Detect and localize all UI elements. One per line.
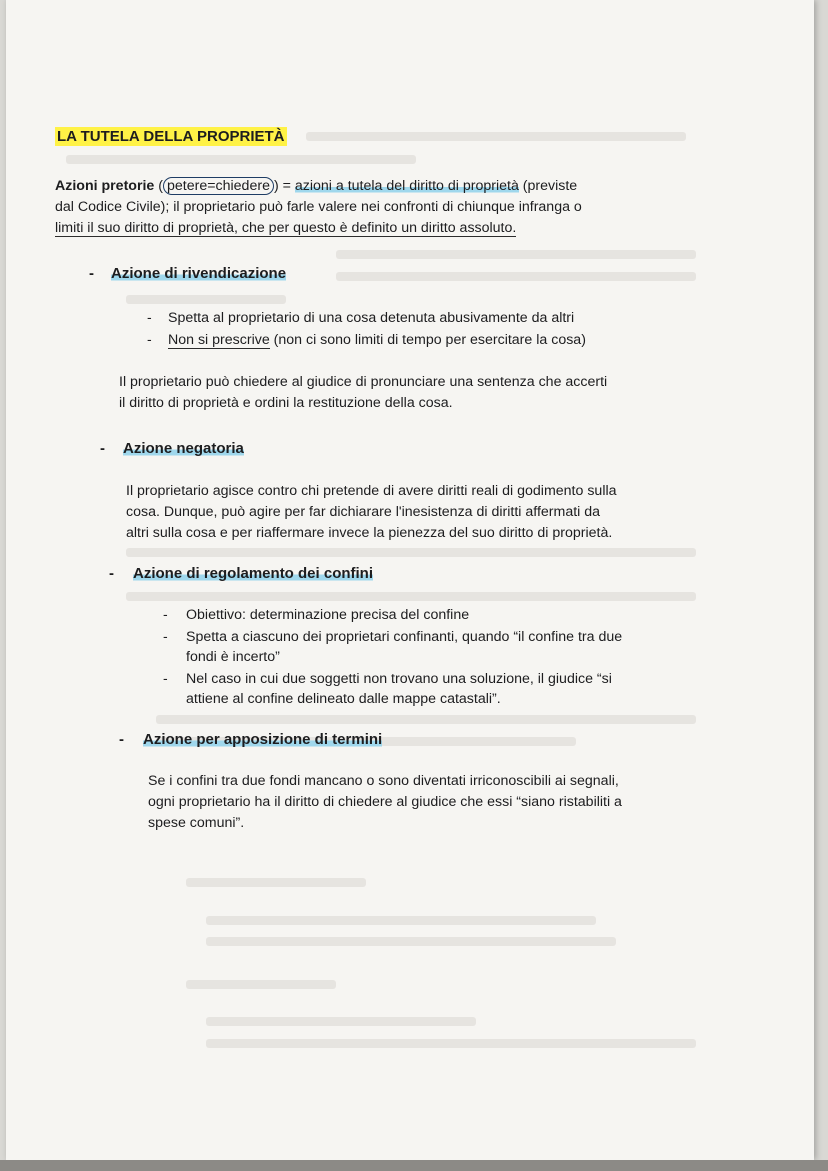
termini-line-1: Se i confini tra due fondi mancano o sono diventati irriconoscibili ai segnali, bbox=[148, 773, 619, 789]
sub-dash: - bbox=[163, 606, 168, 622]
heading-confini bbox=[133, 565, 373, 582]
sub-dash: - bbox=[163, 670, 168, 686]
non-si-prescrive: Non si prescrive bbox=[168, 332, 270, 348]
definition-highlight: azioni a tutela del diritto di proprietà bbox=[294, 178, 519, 194]
termini-line-2: ogni proprietario ha il diritto di chiedere al giudice che essi “siano ristabiliti a bbox=[148, 794, 622, 810]
etym-petere: petere bbox=[167, 178, 208, 194]
confini-bullet-3-line-2: attiene al confine delineato dalle mappe catastali”. bbox=[186, 691, 501, 707]
page-title: LA TUTELA DELLA PROPRIETÀ bbox=[57, 128, 285, 145]
document-page bbox=[6, 0, 814, 1160]
rivendicazione-bullet-2 bbox=[168, 331, 586, 350]
bullet-2-rest: (non ci sono limiti di tempo per esercitare la cosa) bbox=[269, 332, 586, 348]
termini-line-3: spese comuni”. bbox=[148, 815, 245, 831]
intro-rest: (previste bbox=[518, 178, 578, 194]
sub-dash: - bbox=[147, 309, 152, 325]
rivendicazione-bullet-1: Spetta al proprietario di una cosa detenuta abusivamente da altri bbox=[168, 310, 575, 326]
heading-confini-text: Azione di regolamento dei confini bbox=[133, 565, 374, 582]
heading-termini bbox=[143, 731, 382, 748]
rivendicazione-para-1: Il proprietario può chiedere al giudice di pronunciare una sentenza che accerti bbox=[119, 374, 608, 390]
etym-chiedere: chiedere bbox=[215, 178, 270, 194]
sub-dash: - bbox=[147, 331, 152, 347]
heading-negatoria bbox=[123, 440, 244, 457]
intro-line-3-text: limiti il suo diritto di proprietà, che per questo è definito un diritto assoluto. bbox=[55, 220, 517, 236]
rivendicazione-para-2: il diritto di proprietà e ordini la restituzione della cosa. bbox=[119, 395, 453, 411]
term-azioni-pretorie: Azioni pretorie bbox=[55, 178, 155, 194]
negatoria-line-1: Il proprietario agisce contro chi pretende di avere diritti reali di godimento sulla bbox=[126, 483, 617, 499]
heading-rivendicazione-text: Azione di rivendicazione bbox=[111, 265, 287, 282]
confini-bullet-1: Obiettivo: determinazione precisa del confine bbox=[186, 607, 470, 623]
page-bottom-edge bbox=[0, 1160, 828, 1171]
paren-close: ) = bbox=[273, 178, 295, 194]
bullet-dash: - bbox=[109, 565, 114, 582]
bullet-dash: - bbox=[100, 440, 105, 457]
confini-bullet-3-line-1: Nel caso in cui due soggetti non trovano una soluzione, il giudice “si bbox=[186, 671, 612, 687]
bullet-dash: - bbox=[119, 731, 124, 748]
heading-rivendicazione bbox=[111, 265, 286, 282]
etymology-circled bbox=[163, 177, 274, 195]
bullet-dash: - bbox=[89, 265, 94, 282]
intro-line-2: dal Codice Civile); il proprietario può farle valere nei confronti di chiunque infranga o bbox=[55, 199, 582, 215]
etym-equals: = bbox=[207, 178, 216, 194]
negatoria-line-3: altri sulla cosa e per riaffermare invece la pienezza del suo diritto di proprietà. bbox=[126, 525, 613, 541]
intro-line-1 bbox=[55, 177, 705, 196]
paren-open: ( bbox=[154, 178, 163, 194]
sub-dash: - bbox=[163, 628, 168, 644]
negatoria-line-2: cosa. Dunque, può agire per far dichiarare l'inesistenza di diritti affermati da bbox=[126, 504, 601, 520]
confini-bullet-2-line-2: fondi è incerto” bbox=[186, 649, 280, 665]
confini-bullet-2-line-1: Spetta a ciascuno dei proprietari confinanti, quando “il confine tra due bbox=[186, 629, 623, 645]
heading-negatoria-text: Azione negatoria bbox=[123, 440, 244, 457]
heading-termini-text: Azione per apposizione di termini bbox=[143, 731, 383, 748]
intro-line-3 bbox=[55, 219, 705, 238]
